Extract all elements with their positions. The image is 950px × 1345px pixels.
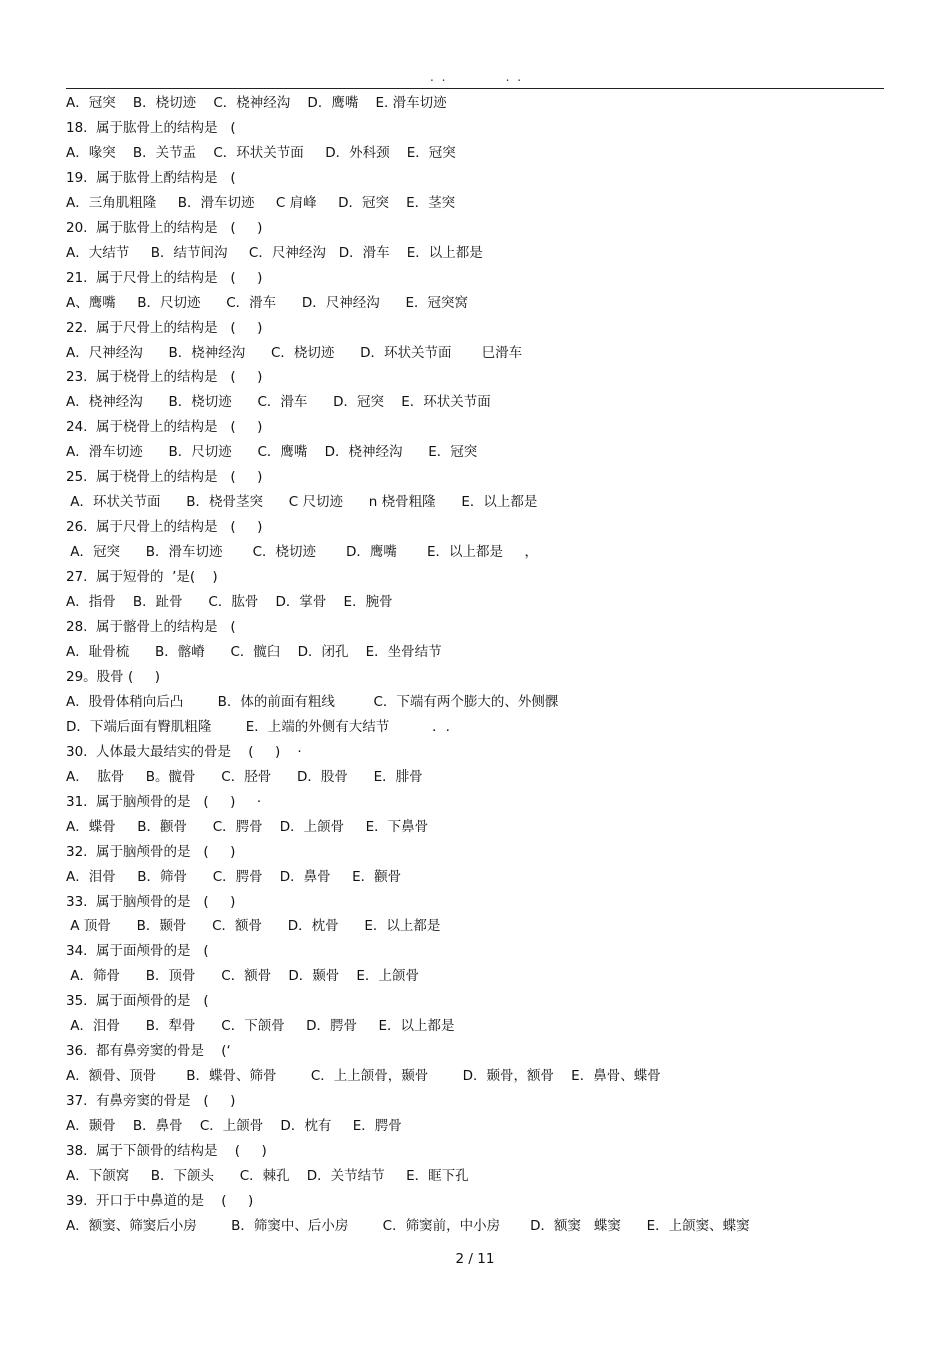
text-line: 26. 属于尺骨上的结构是 ( ) xyxy=(66,519,263,536)
text-line: 18. 属于肱骨上的结构是 ( xyxy=(66,119,236,136)
text-line: A．泪骨 B．筛骨 C．腭骨 D．鼻骨 E．颧骨 xyxy=(66,868,402,885)
text-line: 32. 属于脑颅骨的是 ( ) xyxy=(66,843,236,860)
text-line: 22. 属于尺骨上的结构是 ( ) xyxy=(66,319,263,336)
header-rule xyxy=(66,88,884,89)
text-line: 23. 属于桡骨上的结构是 ( ) xyxy=(66,369,263,386)
text-line: A．三角肌粗隆 B．滑车切迹 C 肩峰 D．冠突 E．茎突 xyxy=(66,194,456,211)
text-line: A．下颌窝 B．下颌头 C．棘孔 D．关节结节 E．眶下孔 xyxy=(66,1167,469,1184)
text-line: 20. 属于肱骨上的结构是 ( ) xyxy=(66,219,263,236)
text-line: A．蝶骨 B．颧骨 C．腭骨 D．上颌骨 E．下鼻骨 xyxy=(66,818,429,835)
text-line: A．冠突 B．滑车切迹 C．桡切迹 D．鹰嘴 E．以上都是 ， xyxy=(66,544,538,561)
text-line: A．喙突 B．关节盂 C．环状关节面 D．外科颈 E．冠突 xyxy=(66,144,456,161)
text-line: A．尺神经沟 B．桡神经沟 C．桡切迹 D．环状关节面 巳滑车 xyxy=(66,344,523,361)
question-content xyxy=(66,91,896,1239)
text-line: A．颞骨 B．鼻骨 C．上颌骨 D．枕有 E．腭骨 xyxy=(66,1118,402,1135)
text-line: A．指骨 B．趾骨 C．肱骨 D．掌骨 E．腕骨 xyxy=(66,594,393,611)
text-line: 35. 属于面颅骨的是 ( xyxy=(66,993,209,1010)
text-line: 25. 属于桡骨上的结构是 ( ) xyxy=(66,469,263,486)
text-line: 30. 人体最大最结实的骨是 ( ) · xyxy=(66,743,302,760)
text-line: A．耻骨梳 B．髂嵴 C．髋臼 D．闭孔 E．坐骨结节 xyxy=(66,643,442,660)
text-line: 21. 属于尺骨上的结构是 ( ) xyxy=(66,269,263,286)
text-line: 24. 属于桡骨上的结构是 ( ) xyxy=(66,419,263,436)
header-dots: . . . . xyxy=(430,70,524,84)
page-number: 2 / 11 xyxy=(455,1251,495,1267)
text-line: 34. 属于面颅骨的是 ( xyxy=(66,943,209,960)
text-line: A．额骨、顶骨 B．蝶骨、筛骨 C．上上颌骨，颞骨 D．颞骨，额骨 E．鼻骨、蝶骨 xyxy=(66,1068,661,1085)
text-line: 27. 属于短骨的 ’是( ) xyxy=(66,569,218,586)
text-line: A．滑车切迹 B．尺切迹 C．鹰嘴 D．桡神经沟 E．冠突 xyxy=(66,444,478,461)
text-line: 36. 都有鼻旁窦的骨是 (‘ xyxy=(66,1043,231,1060)
text-line: A 顶骨 B．颞骨 C．额骨 D．枕骨 E．以上都是 xyxy=(66,918,441,935)
text-line: 37. 有鼻旁窦的骨是 ( ) xyxy=(66,1093,236,1110)
text-line: 28. 属于髂骨上的结构是 ( xyxy=(66,619,236,636)
text-line: 19. 属于肱骨上酌结构是 ( xyxy=(66,169,236,186)
text-line: A．泪骨 B．犁骨 C．下颌骨 D．腭骨 E．以上都是 xyxy=(66,1018,455,1035)
text-line: 31. 属于脑颅骨的是 ( ) · xyxy=(66,793,262,810)
text-line: A．股骨体稍向后凸 B．体的前面有粗线 C．下端有两个膨大的、外侧髁 xyxy=(66,693,559,710)
text-line: D．下端后面有臀肌粗隆 E．上端的外侧有大结节 ．. xyxy=(66,718,450,735)
text-line: A．筛骨 B．顶骨 C．额骨 D．颞骨 E．上颌骨 xyxy=(66,968,419,985)
text-line: A、鹰嘴 B．尺切迹 C．滑车 D．尺神经沟 E．冠突窝 xyxy=(66,294,469,311)
text-line: 29。股骨 ( ) xyxy=(66,668,160,685)
text-line: A．环状关节面 B．桡骨茎突 C 尺切迹 n 桡骨粗隆 E．以上都是 xyxy=(66,494,538,511)
text-line: A．额窦、筛窦后小房 B．筛窦中、后小房 C．筛窦前，中小房 D．额窦 蝶窦 E．上颌窦、蝶窦 xyxy=(66,1217,750,1234)
text-line: A．桡神经沟 B．桡切迹 C．滑车 D．冠突 E．环状关节面 xyxy=(66,394,491,411)
text-line: A．冠突 B．桡切迹 C．桡神经沟 D．鹰嘴 E. 滑车切迹 xyxy=(66,95,447,111)
text-line: 38. 属于下颌骨的结构是 ( ) xyxy=(66,1143,267,1160)
text-line: A． 肱骨 B。髋骨 C．胫骨 D．股骨 E．腓骨 xyxy=(66,768,423,785)
text-line: 33. 属于脑颅骨的是 ( ) xyxy=(66,893,236,910)
text-line: A．大结节 B．结节间沟 C．尺神经沟 D．滑车 E．以上都是 xyxy=(66,244,483,261)
text-line: 39. 开口于中鼻道的是 ( ) xyxy=(66,1192,254,1209)
